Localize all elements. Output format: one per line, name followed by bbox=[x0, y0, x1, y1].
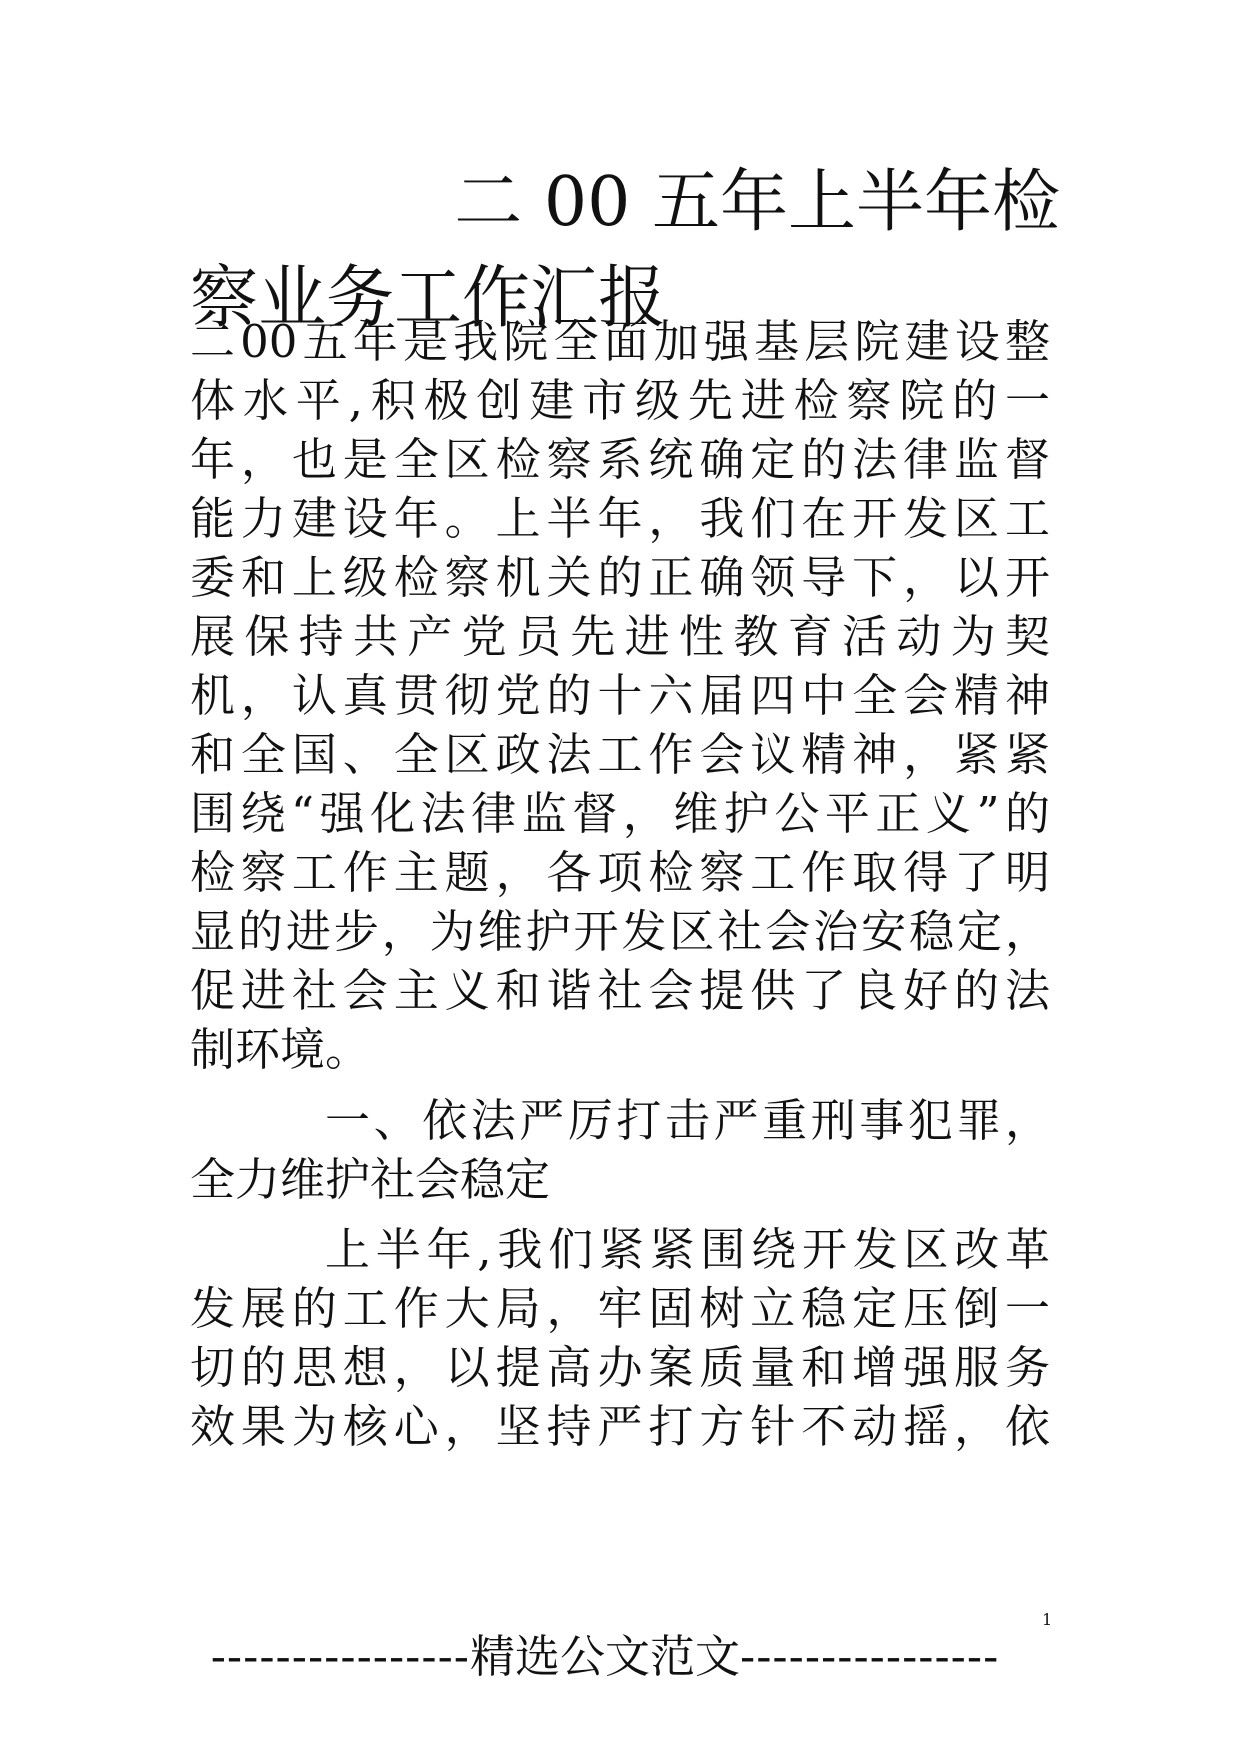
paragraph-1-line: 和全国、全区政法工作会议精神，紧紧 bbox=[190, 728, 1050, 781]
footer bbox=[190, 1627, 1020, 1687]
paragraph-1-line: 委和上级检察机关的正确领导下，以开 bbox=[190, 551, 1050, 604]
paragraph-1-line: 促进社会主义和谐社会提供了良好的法 bbox=[190, 964, 1050, 1017]
footer-dash-left: ---------------- bbox=[210, 1630, 470, 1683]
paragraph-1-line: 机，认真贯彻党的十六届四中全会精神 bbox=[190, 669, 1050, 722]
section-heading-line: 全力维护社会稳定 bbox=[190, 1153, 551, 1206]
footer-dash-right: ---------------- bbox=[740, 1630, 1000, 1683]
paragraph-2-line: 发展的工作大局，牢固树立稳定压倒一 bbox=[190, 1282, 1050, 1335]
paragraph-2-line: 上半年,我们紧紧围绕开发区改革 bbox=[325, 1223, 1050, 1276]
paragraph-1-line: 围绕“强化法律监督，维护公平正义”的 bbox=[190, 787, 1050, 840]
paragraph-1-line: 显的进步，为维护开发区社会治安稳定， bbox=[190, 905, 1050, 958]
paragraph-1-line: 检察工作主题，各项检察工作取得了明 bbox=[190, 846, 1050, 899]
paragraph-1-line: 能力建设年。上半年，我们在开发区工 bbox=[190, 492, 1050, 545]
paragraph-1-line: 制环境。 bbox=[190, 1023, 371, 1076]
paragraph-2-line: 切的思想，以提高办案质量和增强服务 bbox=[190, 1341, 1050, 1394]
page-number: 1 bbox=[1042, 1610, 1053, 1629]
footer-label: 精选公文范文 bbox=[470, 1630, 741, 1683]
paragraph-1-line: 体水平,积极创建市级先进检察院的一 bbox=[190, 374, 1050, 427]
paragraph-1-line: 二00五年是我院全面加强基层院建设整 bbox=[190, 315, 1050, 368]
section-heading-line: 一、依法严厉打击严重刑事犯罪， bbox=[325, 1094, 1050, 1147]
document-title-line-1: 二 00 五年上半年检 bbox=[454, 163, 1060, 242]
paragraph-1-line: 年，也是全区检察系统确定的法律监督 bbox=[190, 433, 1050, 486]
document-title-line-2: 察业务工作汇报 bbox=[190, 259, 667, 338]
paragraph-2-line: 效果为核心，坚持严打方针不动摇，依 bbox=[190, 1400, 1050, 1453]
paragraph-1-line: 展保持共产党员先进性教育活动为契 bbox=[190, 610, 1050, 663]
